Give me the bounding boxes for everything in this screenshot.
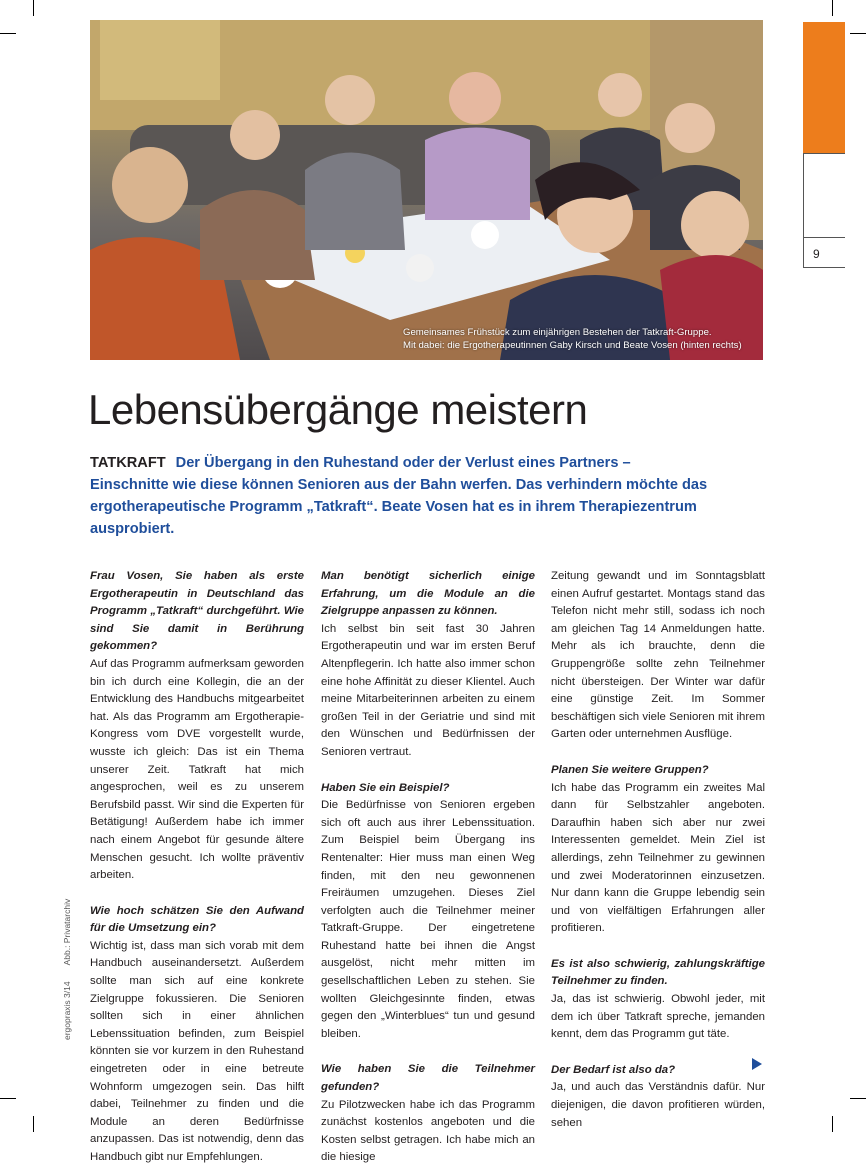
tab-divider: [803, 153, 845, 154]
interview-question: Wie haben Sie die Teilnehmer gefunden?: [321, 1063, 535, 1094]
interview-question: Man benötigt sicherlich einige Erfahrung, um die Module an die Zielgruppe anpassen zu können.: [321, 570, 535, 618]
crop-mark: [33, 0, 34, 16]
continue-arrow-icon: [752, 1058, 762, 1070]
interview-question: Es ist also schwierig, zahlungskräftige Teilnehmer zu finden.: [551, 957, 765, 988]
breakfast-group-illustration: [90, 20, 763, 360]
crop-mark: [0, 1098, 16, 1099]
interview-answer: Zeitung gewandt und im Sonntagsblatt einen Aufruf gestartet. Montags stand das Telefon nicht mehr still, sodass ich noch am gleichen Tag 14 Anmeldungen hatte. Mehr als ich brauchte, denn die Gruppengröße sollte zehn Teilnehmer nicht übersteigen. Der Winter war dafür eine günstige Zeit. Im Sommer beschäftigen sich viele Senioren mit ihrem Garten oder unternehmen Ausflüge.: [551, 570, 765, 741]
paragraph-gap: [551, 938, 765, 956]
crop-mark: [832, 1116, 833, 1132]
page-number: 9: [813, 247, 820, 261]
caption-line: Mit dabei: die Ergotherapeutinnen Gaby Kirsch und Beate Vosen (hinten rechts): [403, 339, 742, 351]
interview-question: Wie hoch schätzen Sie den Aufwand für die Umsetzung ein?: [90, 904, 304, 935]
section-tab: [803, 22, 845, 153]
interview-answer: Zu Pilotzwecken habe ich das Programm zunächst kostenlos angeboten und die Kosten selbst getragen. Ich habe mich an die hiesige: [321, 1098, 535, 1164]
crop-mark: [33, 1116, 34, 1132]
issue-label: ergopraxis 3/14: [62, 981, 72, 1040]
crop-mark: [850, 1098, 866, 1099]
article-photo: [90, 20, 763, 360]
interview-answer: Ja, das ist schwierig. Obwohl jeder, mit dem ich über Tatkraft spreche, jemanden kennt, dem das Programm gut täte.: [551, 993, 765, 1041]
sidenote: [62, 883, 72, 1040]
article-column-1: [90, 568, 304, 1167]
paragraph-gap: [321, 762, 535, 780]
lead-text: Der Übergang in den Ruhestand oder der Verlust eines Partners – Einschnitte wie diese können Senioren aus der Bahn werfen. Das verhindern möchte das ergotherapeutische Programm „Tatkraft“. Beate Vosen hat es in ihrem Therapiezentrum ausprobiert.: [90, 455, 708, 537]
photo-caption: [403, 327, 755, 352]
lead-kicker: TATKRAFT: [90, 455, 166, 471]
tab-divider: [803, 267, 845, 268]
interview-question: Frau Vosen, Sie haben als erste Ergotherapeutin in Deutschland das Programm „Tatkraft“ durchgeführt. Wie sind Sie damit in Berührung gekommen?: [90, 570, 304, 653]
interview-answer: Die Bedürfnisse von Senioren ergeben sich oft auch aus ihrer Lebenssituation. Zum Beispiel beim Übergang ins Rentenalter: Hier muss man einen Weg finden, mit den neu gewonnenen Freiräumen umzugehen. Dieses Ziel verfolgten auch die Teilnehmer meiner Tatkraft-Gruppe. Der eingetretene Ruhestand hatte bei ihnen die Angst ausgelöst, nicht mehr mitten im gesellschaftlichen Leben zu stehen. Sie wollten Gleichgesinnte finden, etwas gegen den „Winterblues“ tun und gesund bleiben.: [321, 799, 535, 1040]
interview-answer: Wichtig ist, dass man sich vorab mit dem Handbuch auseinandersetzt. Außerdem sollte man sich auf eine konkrete Zielgruppe fokussieren. Die Senioren sollten sich in einer ähnlichen Lebenssituation befinden, zum Beispiel könnten sie vor kurzem in den Ruhestand eingetreten oder in eine betreute Wohnform umgezogen sein. Das hilft dabei, Teilnehmer zu finden und die Module an deren Bedürfnisse anzupassen. Das ist notwendig, denn das Handbuch gibt nur Empfehlungen.: [90, 939, 304, 1163]
article-column-2: [321, 568, 535, 1167]
interview-answer: Ich selbst bin seit fast 30 Jahren Ergotherapeutin und war im ersten Beruf Altenpflegerin. Ich hatte also immer schon eine hohe Affinität zu dieser Klientel. Auch meine Mitarbeiterinnen arbeiten zu einem großen Teil in der Geriatrie und sind mit den Wünschen und Bedürfnissen der Senioren vertraut.: [321, 622, 535, 758]
paragraph-gap: [90, 885, 304, 903]
interview-question: Der Bedarf ist also da?: [551, 1063, 676, 1076]
interview-answer: Ja, und auch das Verständnis dafür. Nur diejenigen, die davon profitieren würden, sehen: [551, 1081, 765, 1129]
crop-mark: [0, 33, 16, 34]
interview-question: Haben Sie ein Beispiel?: [321, 781, 450, 794]
tab-divider: [803, 153, 804, 267]
paragraph-gap: [551, 744, 765, 762]
tab-divider: [803, 237, 845, 238]
article-column-3: [551, 568, 765, 1132]
interview-answer: Auf das Programm aufmerksam geworden bin ich durch eine Kollegin, die an der Entwicklung des Handbuchs mitgearbeitet hat. Als das Programm am Ergotherapie-Kongress vom DVE vorgestellt wurde, wusste ich gleich: Das ist ein Thema unserer Zeit. Tatkraft hat mich angesprochen, weil es zu unserem Berufsbild passt. Wir sind die Experten für Betätigung! Außerdem habe ich immer nach einem Angebot für gesunde ältere Menschen gesucht. Ich wollte präventiv arbeiten.: [90, 657, 304, 882]
paragraph-gap: [551, 1044, 765, 1062]
crop-mark: [832, 0, 833, 16]
crop-mark: [850, 33, 866, 34]
interview-question: Planen Sie weitere Gruppen?: [551, 763, 709, 776]
article-lead: [90, 452, 710, 540]
paragraph-gap: [321, 1043, 535, 1061]
caption-line: Gemeinsames Frühstück zum einjährigen Bestehen der Tatkraft-Gruppe.: [403, 327, 712, 338]
photo-credit: Abb.: Privatarchiv: [62, 898, 72, 966]
article-headline: Lebensübergänge meistern: [88, 386, 588, 433]
interview-answer: Ich habe das Programm ein zweites Mal dann für Selbstzahler angeboten. Daraufhin haben sich aber nur zwei Interessenten gemeldet. Mein Ziel ist allerdings, zehn Teilnehmer zu gewinnen und zwei Moderatorinnen einzusetzen. Nur dann kann die Gruppe lebendig sein und von vielfältigen Erfahrungen aller profitieren.: [551, 781, 765, 935]
